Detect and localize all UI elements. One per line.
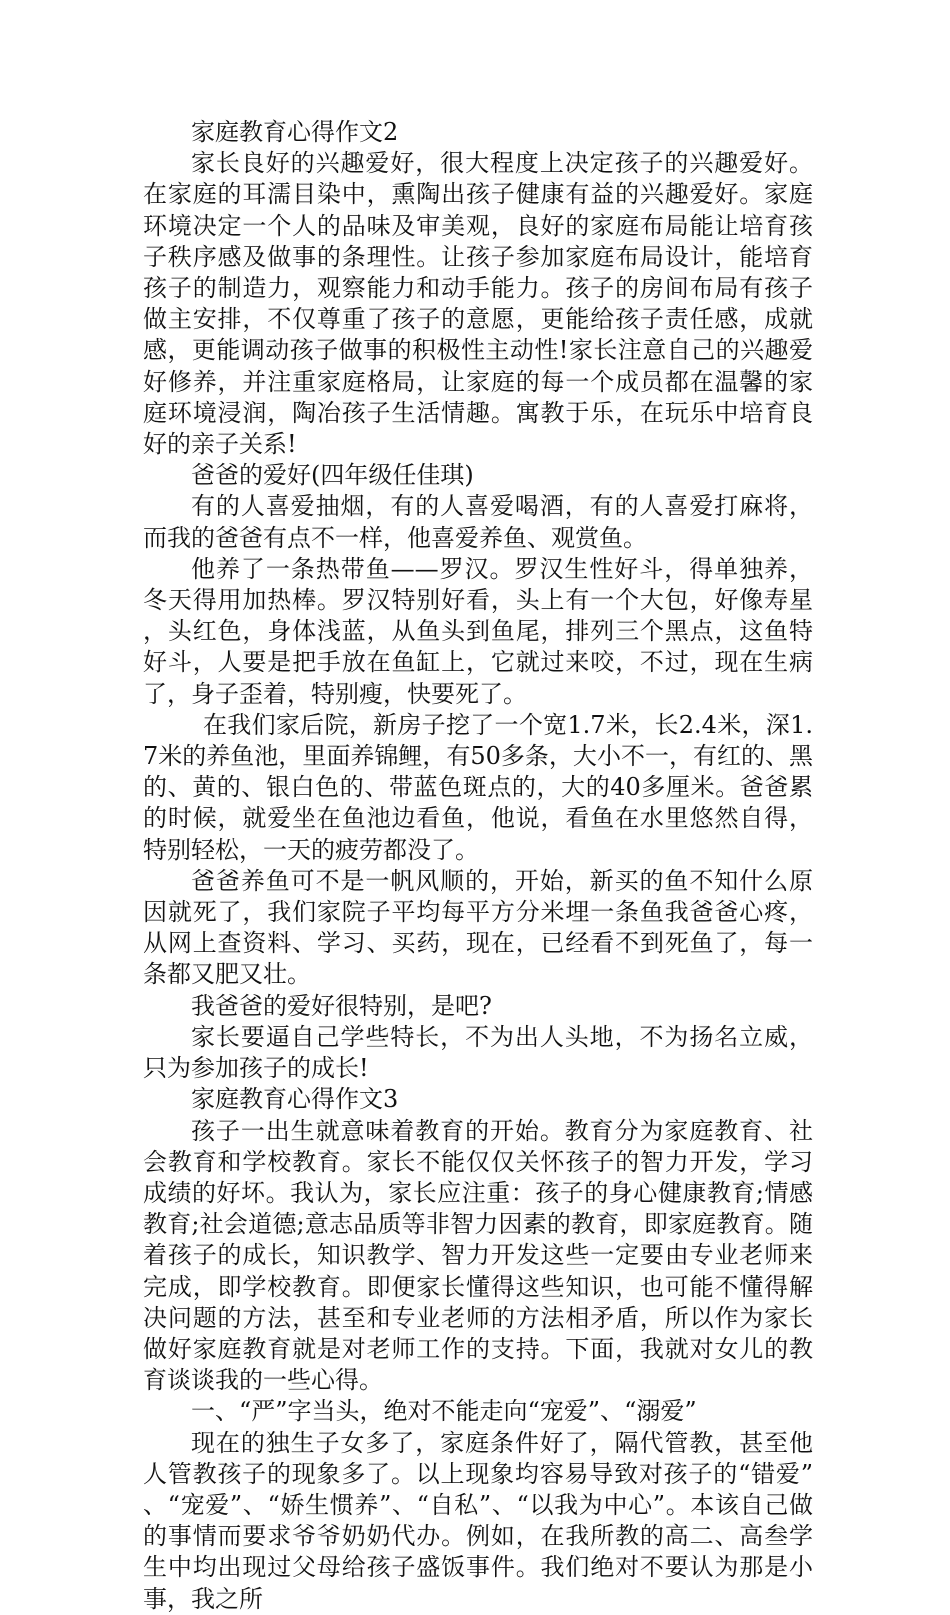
paragraph: 家长良好的兴趣爱好，很大程度上决定孩子的兴趣爱好。在家庭的耳濡目染中，熏陶出孩子健康有益的兴趣爱好。家庭环境决定一个人的品味及审美观，良好的家庭布局能让培育孩子秩序感及做事的条理性。让孩子参加家庭布局设计，能培育孩子的制造力，观察能力和动手能力。孩子的房间布局有孩子做主安排，不仅尊重了孩子的意愿，更能给孩子责任感，成就感，更能调动孩子做事的积极性主动性!家长注意自己的兴趣爱好修养，并注重家庭格局，让家庭的每一个成员都在温馨的家庭环境浸润，陶冶孩子生活情趣。寓教于乐，在玩乐中培育良好的亲子关系! [143, 149, 813, 459]
paragraph: 有的人喜爱抽烟，有的人喜爱喝酒，有的人喜爱打麻将，而我的爸爸有点不一样，他喜爱养鱼、观赏鱼。 [143, 492, 813, 552]
paragraph: 在我们家后院，新房子挖了一个宽1.7米，长2.4米，深1.7米的养鱼池，里面养锦鲤，有50多条，大小不一，有红的、黑的、黄的、银白色的、带蓝色斑点的，大的40多厘米。爸爸累的时候，就爱坐在鱼池边看鱼，他说，看鱼在水里悠然自得，特别轻松，一天的疲劳都没了。 [143, 710, 813, 864]
paragraph: 家长要逼自己学些特长，不为出人头地，不为扬名立威，只为参加孩子的成长! [143, 1022, 813, 1083]
section-heading: 家庭教育心得作文2 [191, 118, 399, 146]
section-heading: 家庭教育心得作文3 [191, 1085, 399, 1114]
paragraph: 现在的独生子女多了，家庭条件好了，隔代管教，甚至他人管教孩子的现象多了。以上现象均容易导致对孩子的“错爱”、“宠爱”、“娇生惯养”、“自私”、“以我为中心”。本该自己做的事情而要求爷爷奶奶代办。例如，在我所教的高二、高叁学生中均出现过父母给孩子盛饭事件。我们绝对不要认为那是小事，我之所 [143, 1428, 813, 1613]
paragraph: 爸爸养鱼可不是一帆风顺的，开始，新买的鱼不知什么原因就死了，我们家院子平均每平方分米埋一条鱼我爸爸心疼，从网上查资料、学习、买药，现在，已经看不到死鱼了，每一条都又肥又壮。 [143, 866, 813, 989]
paragraph: 我爸爸的爱好很特别，是吧? [191, 991, 492, 1020]
section-heading: 爸爸的爱好(四年级任佳琪) [191, 461, 474, 490]
section-heading: 一、“严”字当头，绝对不能走向“宠爱”、“溺爱” [191, 1397, 697, 1426]
document-body [143, 117, 813, 1615]
paragraph: 孩子一出生就意味着教育的开始。教育分为家庭教育、社会教育和学校教育。家长不能仅仅关怀孩子的智力开发，学习成绩的好坏。我认为，家长应注重：孩子的身心健康教育;情感教育;社会道德;意志品质等非智力因素的教育，即家庭教育。随着孩子的成长，知识教学、智力开发这些一定要由专业老师来完成，即学校教育。即便家长懂得这些知识，也可能不懂得解决问题的方法，甚至和专业老师的方法相矛盾，所以作为家长做好家庭教育就是对老师工作的支持。下面，我就对女儿的教育谈谈我的一些心得。 [143, 1116, 813, 1395]
paragraph: 他养了一条热带鱼——罗汉。罗汉生性好斗，得单独养，冬天得用加热棒。罗汉特别好看，头上有一个大包，好像寿星，头红色，身体浅蓝，从鱼头到鱼尾，排列三个黑点，这鱼特好斗，人要是把手放在鱼缸上，它就过来咬，不过，现在生病了，身子歪着，特别瘦，快要死了。 [143, 554, 813, 708]
